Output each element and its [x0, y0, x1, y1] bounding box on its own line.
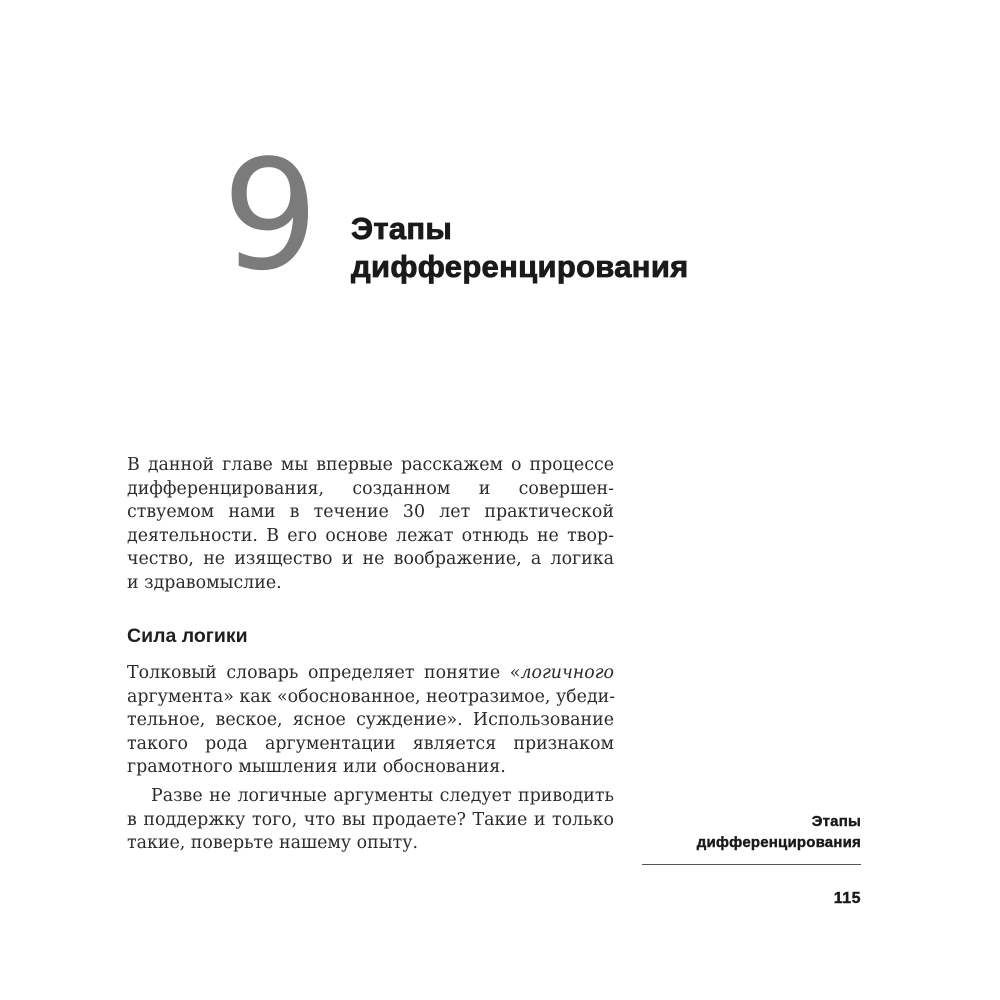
text-line: тельное, веское, ясное суждение». Использование [127, 710, 614, 730]
text-line: грамотного мышления или обоснования. [127, 757, 506, 777]
text-line: ствуемом нами в течение 30 лет практической [127, 502, 614, 522]
text-line: Разве не логичные аргументы следует приводить [151, 786, 614, 806]
chapter-title-line-1: Этапы [351, 211, 453, 246]
closing-paragraph [127, 785, 614, 856]
text-line: чество, не изящество и не воображение, а логика [127, 549, 614, 569]
footer-rule [642, 864, 861, 865]
text-line: такого рода аргументации является признаком [127, 733, 614, 754]
text-line: и здравомыслие. [127, 572, 282, 593]
chapter-title-line-2: дифференцирования [351, 249, 689, 284]
text-line: В данной главе мы впервые расскажем о процессе [127, 455, 614, 475]
section-heading: Сила логики [127, 625, 248, 647]
chapter-title [351, 210, 689, 286]
intro-paragraph [127, 454, 614, 595]
text-line [127, 662, 614, 686]
definition-paragraph [127, 662, 614, 780]
text-line: дифференцирования, созданном и совершен- [127, 478, 614, 499]
text-segment: Толковый словарь определяет понятие « [127, 663, 521, 683]
text-line: в поддержку того, что вы продаете? Такие и только [127, 809, 614, 830]
italic-term: логичного [520, 663, 614, 683]
text-line: аргумента» как «обоснованное, неотразимое, убеди- [127, 686, 616, 707]
running-head [697, 811, 861, 853]
page-number: 115 [833, 890, 861, 907]
chapter-number: 9 [222, 127, 317, 304]
running-head-line-2: дифференцирования [696, 834, 861, 851]
text-line: деятельности. В его основе лежат отнюдь не твор- [127, 525, 614, 546]
text-line: такие, поверьте нашему опыту. [127, 833, 418, 853]
running-head-line-1: Этапы [811, 813, 861, 830]
